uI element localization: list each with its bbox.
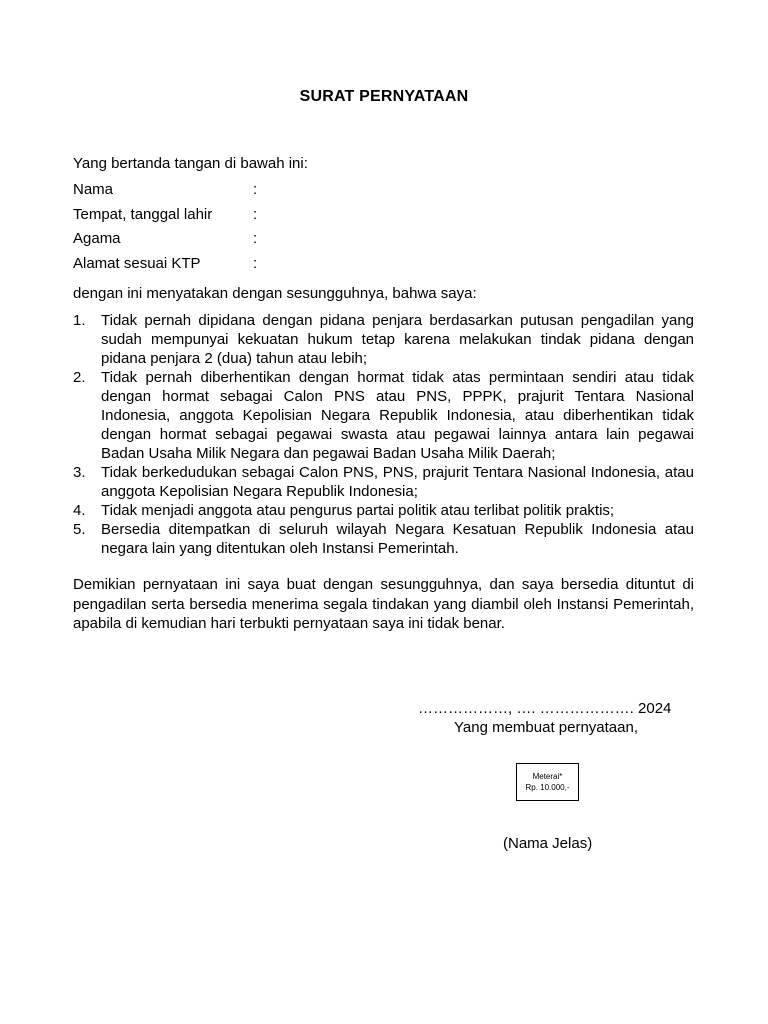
place-date-line: ………………, …. ………………. 2024 xyxy=(418,700,672,717)
stamp-box xyxy=(516,763,579,801)
list-item-text: Tidak berkedudukan sebagai Calon PNS, PNS, prajurit Tentara Nasional Indonesia, atau anggota Kepolisian Negara Republik Indonesia; xyxy=(101,464,694,500)
declaration-list xyxy=(73,311,694,558)
document-title: SURAT PERNYATAAN xyxy=(299,88,469,105)
list-item xyxy=(73,368,694,463)
list-item xyxy=(73,520,694,558)
intro-text: Yang bertanda tangan di bawah ini: xyxy=(73,155,308,172)
list-item xyxy=(73,311,694,368)
maker-label: Yang membuat pernyataan, xyxy=(454,719,639,736)
field-row-name xyxy=(73,180,273,205)
list-item xyxy=(73,501,694,520)
list-item-number: 3. xyxy=(73,464,86,481)
signature-name: (Nama Jelas) xyxy=(503,835,593,852)
list-item xyxy=(73,463,694,501)
field-colon: : xyxy=(253,205,258,223)
field-row-birth xyxy=(73,205,273,230)
field-label-address: Alamat sesuai KTP xyxy=(73,254,201,272)
declaration-intro: dengan ini menyatakan dengan sesungguhnya, bahwa saya: xyxy=(73,285,477,302)
field-colon: : xyxy=(253,254,258,272)
list-item-text: Tidak pernah diberhentikan dengan hormat tidak atas permintaan sendiri atau tidak dengan hormat sebagai Calon PNS atau PNS, PPPK, prajurit Tentara Nasional Indonesia, anggota Kepolisian Negara Republik Indonesia, atau diberhentikan tidak dengan hormat sebagai pegawai swasta atau pegawai lainnya antara lain pegawai Badan Usaha Milik Negara dan pegawai Badan Usaha Milik Daerah; xyxy=(101,369,694,462)
field-label-religion: Agama xyxy=(73,230,121,247)
list-item-number: 5. xyxy=(73,521,86,538)
closing-paragraph: Demikian pernyataan ini saya buat dengan sesungguhnya, dan saya bersedia dituntut di pengadilan serta bersedia menerima segala tindakan yang diambil oleh Instansi Pemerintah, apabila di kemudian hari terbukti pernyataan saya ini tidak benar. xyxy=(73,576,694,632)
field-row-address xyxy=(73,254,273,279)
field-label-birth: Tempat, tanggal lahir xyxy=(73,205,213,223)
list-item-text: Bersedia ditempatkan di seluruh wilayah Negara Kesatuan Republik Indonesia atau negara lain yang ditentukan oleh Instansi Pemerintah. xyxy=(101,521,694,557)
field-colon: : xyxy=(253,181,258,198)
list-item-text: Tidak pernah dipidana dengan pidana penjara berdasarkan putusan pengadilan yang sudah mempunyai kekuatan hukum tetap karena melakukan tindak pidana dengan pidana penjara 2 (dua) tahun atau lebih; xyxy=(101,312,694,367)
list-item-number: 2. xyxy=(73,369,86,386)
list-item-number: 4. xyxy=(73,502,86,519)
field-label-name: Nama xyxy=(73,181,114,198)
list-item-number: 1. xyxy=(73,312,86,329)
field-colon: : xyxy=(253,230,258,247)
identity-fields xyxy=(73,180,273,278)
stamp-amount: Rp. 10.000,- xyxy=(525,783,570,792)
list-item-text: Tidak menjadi anggota atau pengurus partai politik atau terlibat politik praktis; xyxy=(101,502,615,519)
stamp-label: Meterai* xyxy=(532,772,563,781)
field-row-religion xyxy=(73,229,273,254)
